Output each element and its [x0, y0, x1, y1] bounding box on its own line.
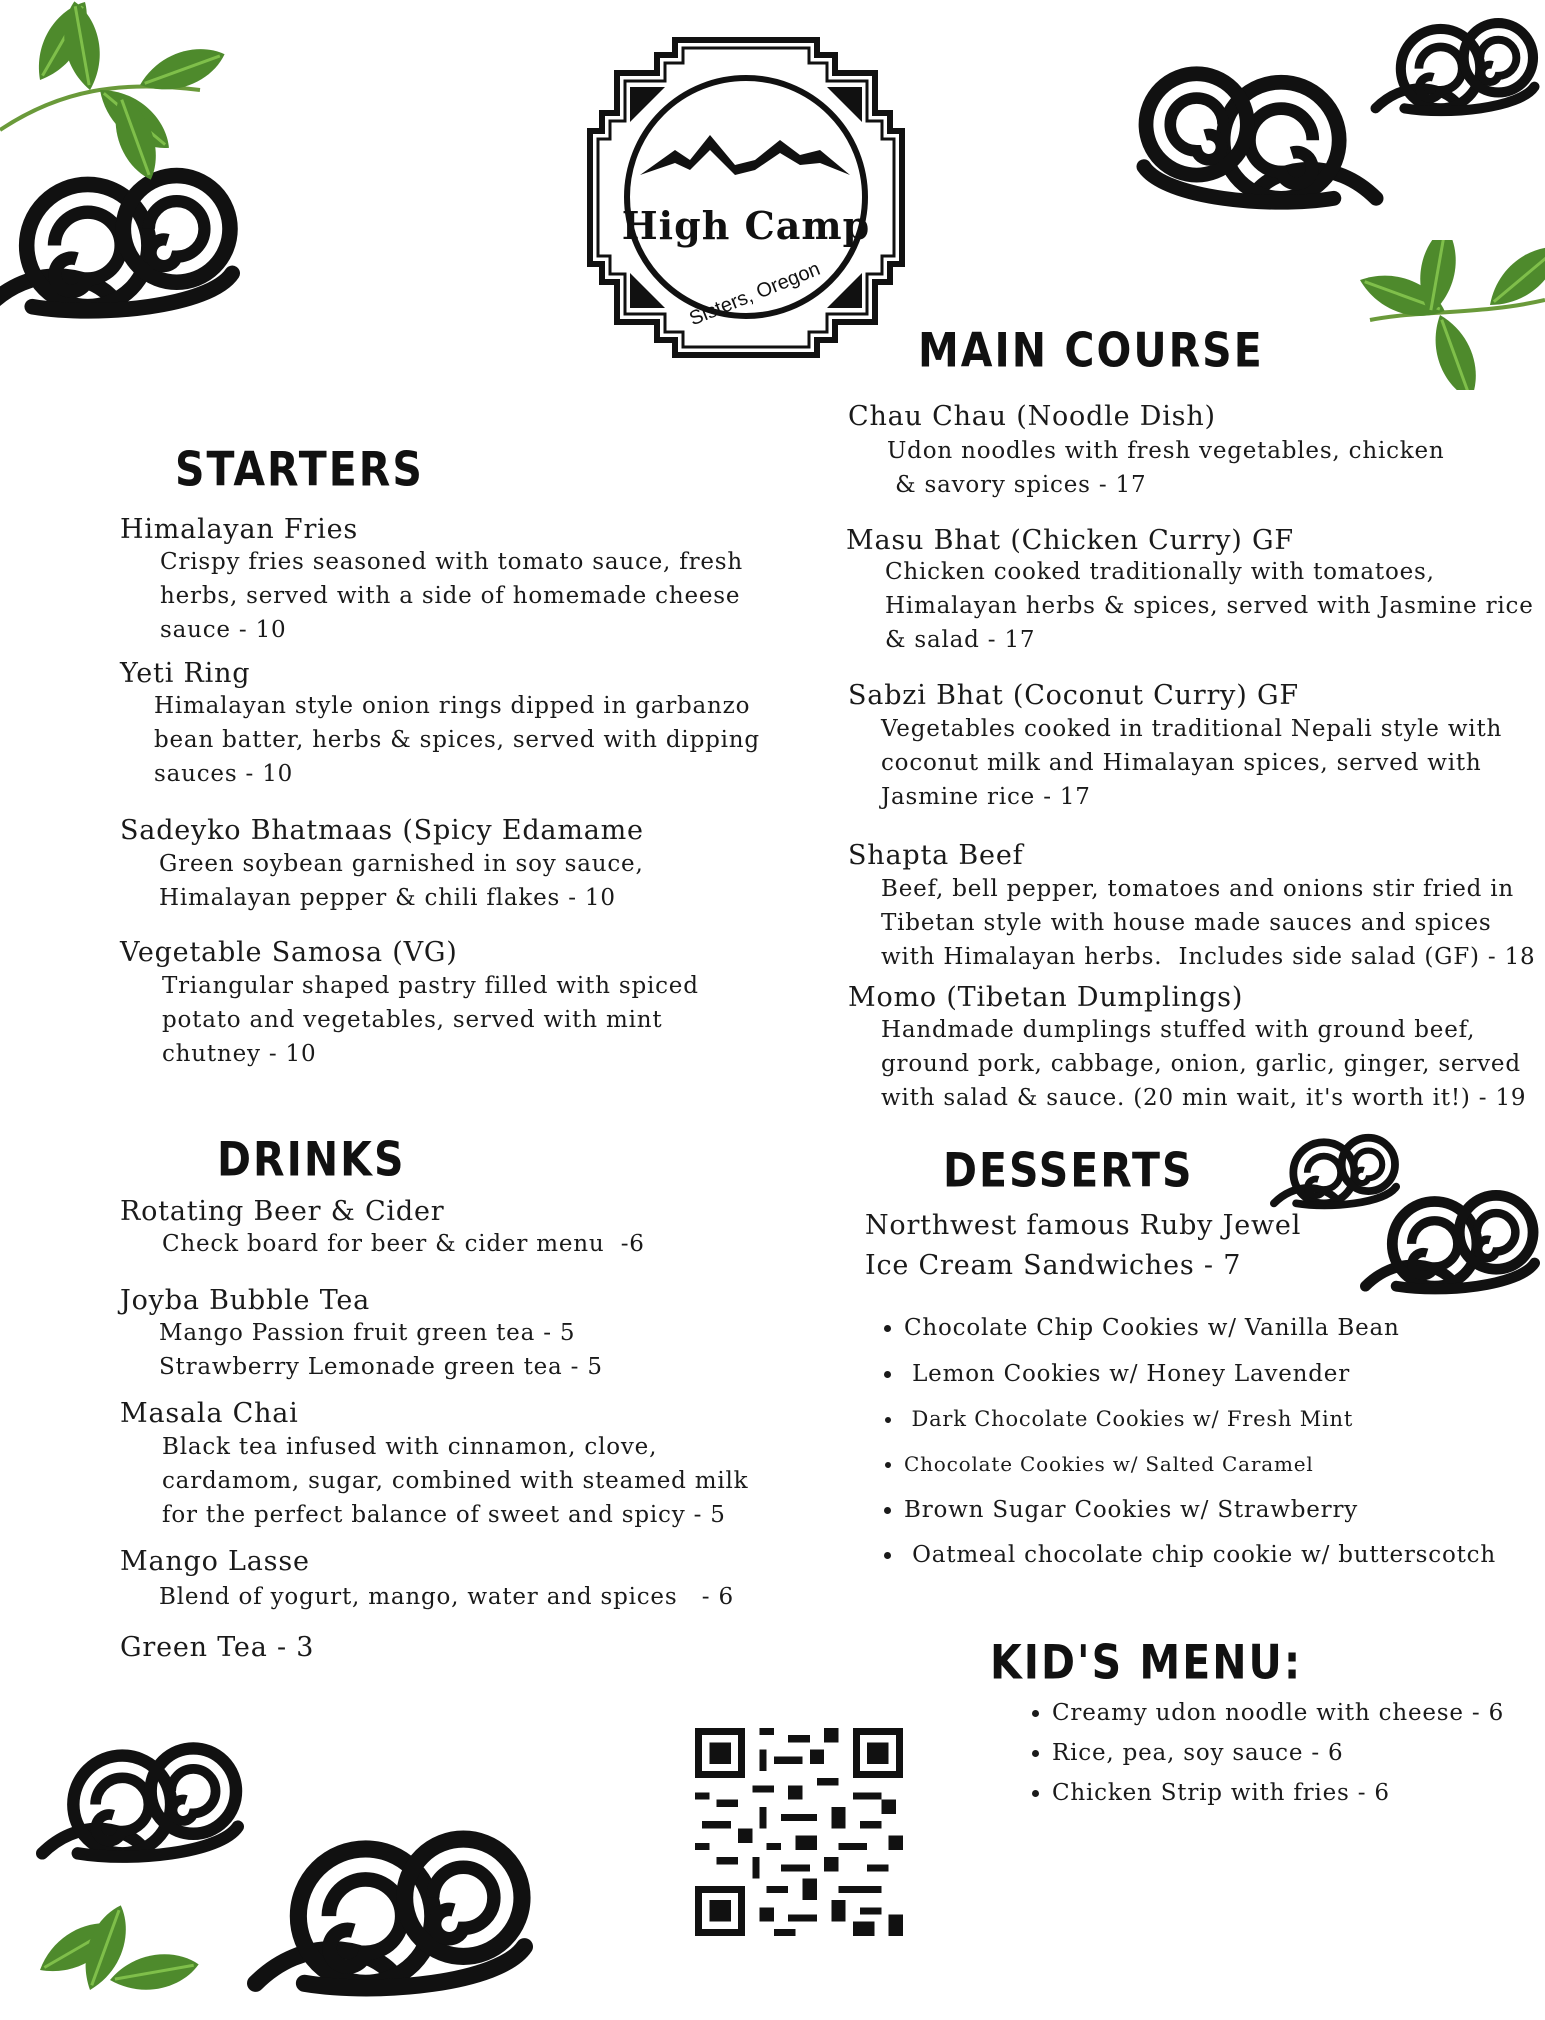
drink-item-name: Joyba Bubble Tea [120, 1285, 371, 1316]
starter-item-name: Himalayan Fries [120, 514, 359, 545]
list-item: • Brown Sugar Cookies w/ Strawberry [904, 1497, 1496, 1542]
logo-name: High Camp [621, 203, 871, 248]
main-course-heading: MAIN COURSE [918, 323, 1264, 379]
cloud-icon [1350, 1170, 1545, 1310]
drinks-heading: DRINKS [217, 1132, 406, 1188]
starter-item-desc: Triangular shaped pastry filled with spiced potato and vegetables, served with mint chutney - 10 [162, 973, 699, 1067]
list-item: • Rice, pea, soy sauce - 6 [1052, 1740, 1504, 1780]
basil-leaf-icon [0, 0, 240, 190]
main-item-desc: Beef, bell pepper, tomatoes and onions stir fried in Tibetan style with house made sauces and spices with Himalayan herbs. Includes side salad (GF) - 18 [881, 876, 1536, 970]
starter-item-desc: Green soybean garnished in soy sauce, Himalayan pepper & chili flakes - 10 [159, 851, 644, 911]
main-item-desc: Vegetables cooked in traditional Nepali style with coconut milk and Himalayan spices, served with Jasmine rice - 17 [881, 716, 1503, 810]
main-item-name: Momo (Tibetan Dumplings) [848, 982, 1244, 1013]
drink-item-desc: Blend of yogurt, mango, water and spices - 6 [159, 1584, 734, 1610]
starter-item-name: Vegetable Samosa (VG) [120, 937, 458, 968]
list-item: • Dark Chocolate Cookies w/ Fresh Mint [904, 1407, 1496, 1452]
kids-menu-heading: KID'S MENU: [990, 1635, 1303, 1691]
mint-leaf-icon [30, 1900, 200, 2000]
dessert-feature: Northwest famous Ruby Jewel Ice Cream Sandwiches - 7 [865, 1210, 1302, 1281]
drink-item-desc: Check board for beer & cider menu -6 [162, 1231, 645, 1257]
list-item: • Lemon Cookies w/ Honey Lavender [904, 1361, 1496, 1407]
starter-item-desc: Himalayan style onion rings dipped in garbanzo bean batter, herbs & spices, served with dipping sauces - 10 [154, 693, 760, 787]
drink-item-name: Masala Chai [120, 1398, 299, 1429]
main-item-name: Shapta Beef [848, 840, 1024, 871]
list-item: • Oatmeal chocolate chip cookie w/ butterscotch [904, 1542, 1496, 1587]
drink-item-desc: Black tea infused with cinnamon, clove, cardamom, sugar, combined with steamed milk for the perfect balance of sweet and spicy - 5 [162, 1434, 749, 1528]
cookie-list [864, 1315, 1496, 1587]
main-item-name: Chau Chau (Noodle Dish) [848, 401, 1216, 432]
main-item-desc: Handmade dumplings stuffed with ground beef, ground pork, cabbage, onion, garlic, ginger, served with salad & sauce. (20 min wait, it's worth it!) - 19 [881, 1017, 1527, 1111]
kids-menu-list [1012, 1700, 1504, 1820]
basil-leaf-icon [1340, 240, 1545, 390]
cloud-icon [1360, 0, 1545, 130]
drink-item-name: Rotating Beer & Cider [120, 1196, 445, 1227]
starter-item-name: Yeti Ring [120, 658, 251, 689]
list-item: • Chocolate Chip Cookies w/ Vanilla Bean [904, 1315, 1496, 1361]
list-item: • Chicken Strip with fries - 6 [1052, 1780, 1504, 1820]
desserts-heading: DESSERTS [943, 1143, 1194, 1199]
starter-item-name: Sadeyko Bhatmaas (Spicy Edamame [120, 815, 644, 846]
qr-code-icon[interactable] [695, 1728, 903, 1936]
list-item: • Creamy udon noodle with cheese - 6 [1052, 1700, 1504, 1740]
list-item: • Chocolate Cookies w/ Salted Caramel [904, 1452, 1496, 1497]
starters-heading: STARTERS [175, 442, 424, 498]
main-item-desc: Udon noodles with fresh vegetables, chicken & savory spices - 17 [887, 438, 1445, 498]
logo-location: Sisters, Oregon [686, 257, 824, 331]
main-item-desc: Chicken cooked traditionally with tomatoes, Himalayan herbs & spices, served with Jasmine rice & salad - 17 [885, 559, 1534, 653]
cloud-icon [200, 1800, 580, 2020]
starter-item-desc: Crispy fries seasoned with tomato sauce, fresh herbs, served with a side of homemade cheese sauce - 10 [160, 549, 744, 643]
drink-item-name: Green Tea - 3 [120, 1632, 315, 1663]
main-item-name: Sabzi Bhat (Coconut Curry) GF [848, 680, 1299, 711]
main-item-name: Masu Bhat (Chicken Curry) GF [846, 525, 1294, 556]
drink-item-name: Mango Lasse [120, 1546, 310, 1577]
drink-item-desc: Mango Passion fruit green tea - 5 Strawberry Lemonade green tea - 5 [159, 1320, 603, 1380]
logo [585, 35, 907, 360]
